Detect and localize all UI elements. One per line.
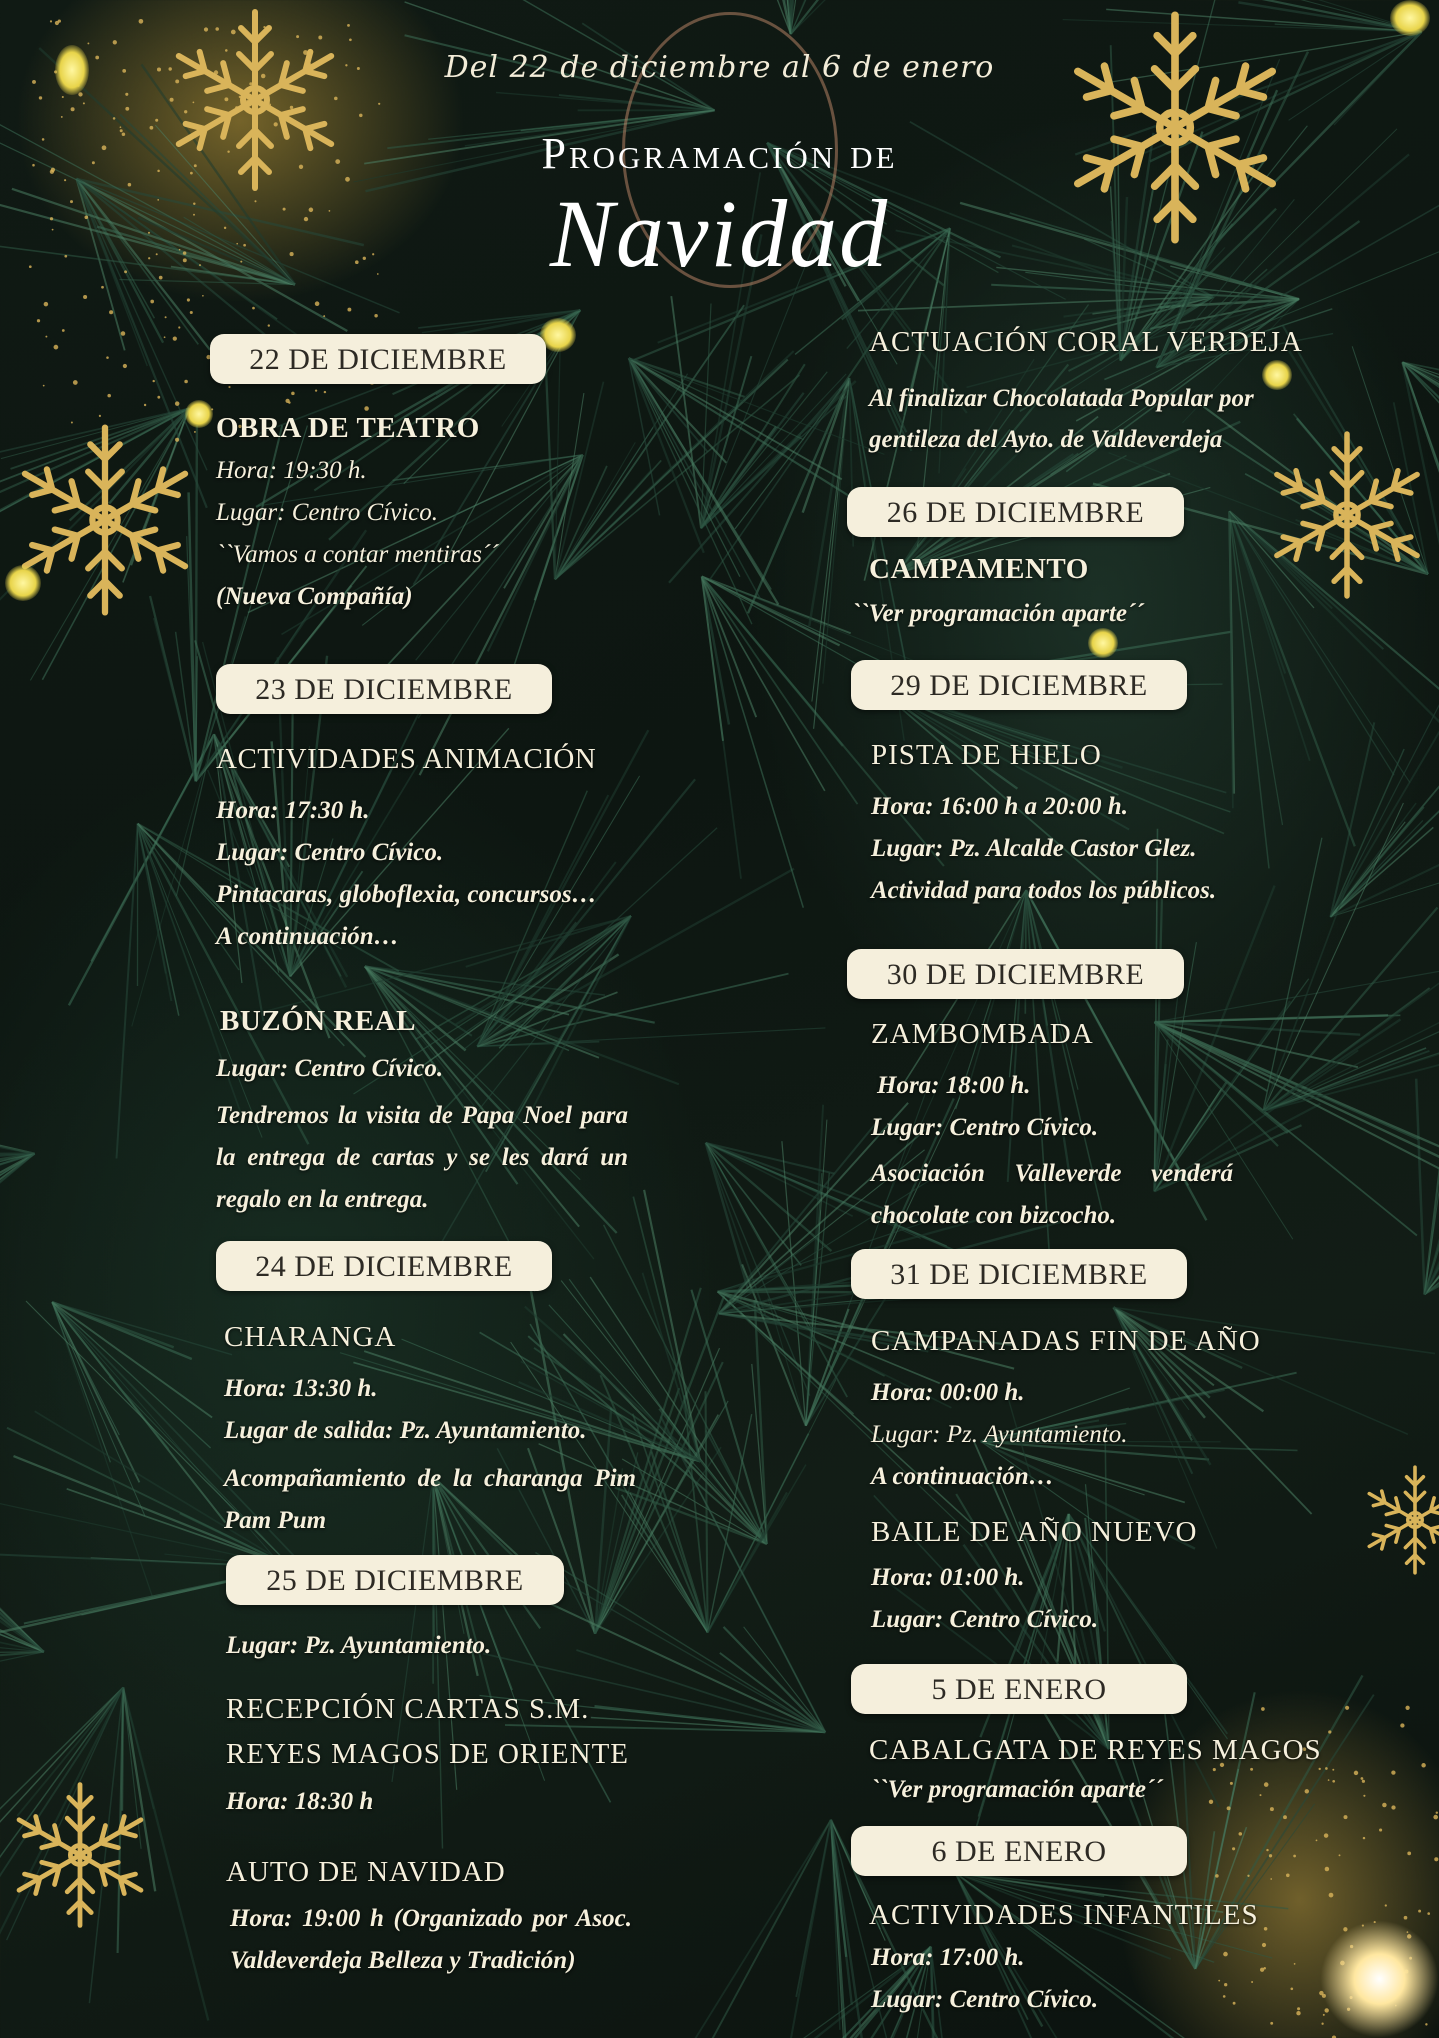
pine-needle [708,1380,836,1633]
glitter-speck [1379,1828,1382,1831]
pine-needle [138,824,172,1001]
pine-needle [477,776,639,1047]
glitter-speck [1354,1771,1358,1775]
glitter-speck [1433,1815,1438,1820]
glitter-speck [73,380,78,385]
glitter-speck [1329,1893,1334,1898]
event-place: Lugar: Pz. Ayuntamiento. [871,1421,1128,1448]
glitter-speck [83,295,87,299]
pine-needle [701,356,751,528]
glitter-speck [1345,1706,1349,1710]
glitter-speck [1215,1874,1219,1878]
event-description: Pintacaras, globoflexia, concursos… [216,881,597,908]
pine-needle [702,577,843,746]
event-continuation: A continuación… [216,923,399,950]
pine-needle [706,1143,748,1288]
glitter-speck [165,316,167,318]
glitter-speck [1262,1943,1266,1947]
pine-needle [0,1084,35,1154]
event-title: PISTA DE HIELO [871,739,1102,771]
light-dot [1390,0,1430,36]
glitter-speck [121,331,126,336]
pine-needle [1425,1057,1439,1295]
pine-needle [0,1561,44,1652]
glitter-speck [54,345,59,350]
glitter-speck [252,307,255,310]
glitter-speck [1321,2023,1323,2025]
glitter-speck [62,96,64,98]
glitter-speck [184,380,188,384]
glitter-speck [83,102,85,104]
event-title: CABALGATA DE REYES MAGOS [869,1734,1322,1766]
glitter-speck [324,391,326,393]
pine-needle [52,1302,232,1355]
date-pill-29-dic: 29 DE DICIEMBRE [851,660,1187,710]
event-place: Lugar: Centro Cívico. [871,1114,1099,1141]
glitter-speck [1247,1875,1249,1877]
glitter-speck [1339,1854,1341,1856]
pine-needle [701,372,827,529]
glitter-speck [1332,1780,1335,1783]
pine-needle [488,455,583,652]
glitter-speck [187,298,190,301]
glitter-speck [1421,1763,1425,1767]
snowflake-icon-right [1255,390,1439,640]
pine-needle [1330,827,1433,917]
glitter-speck [1325,1767,1328,1770]
glitter-speck [1261,1707,1265,1711]
glitter-speck [1250,1768,1253,1771]
glitter-speck [78,92,82,96]
glitter-speck [1436,1811,1438,1813]
pine-needle [340,1353,700,1462]
glitter-speck [347,308,351,312]
event-place: Lugar: Centro Cívico. [216,1055,444,1082]
glitter-speck [1362,1780,1365,1783]
event-title: BAILE DE AÑO NUEVO [871,1516,1198,1548]
event-time: Hora: 17:30 h. [216,797,370,824]
snowflake-icon-bottom-left [0,1730,160,1980]
glitter-speck [1233,2002,1236,2005]
event-description: Actividad para todos los públicos. [871,877,1217,904]
event-title: AUTO DE NAVIDAD [226,1856,506,1888]
snowflake-icon-left [0,390,210,650]
date-pill-5-ene: 5 DE ENERO [851,1664,1187,1714]
glitter-speck [1363,1837,1365,1839]
glitter-speck [61,116,63,118]
glitter-speck [1382,1803,1387,1808]
pine-needle [791,0,840,34]
glitter-speck [323,315,325,317]
event-description: Tendremos la visita de Papa Noel para la entrega de cartas y se les dará un regalo en la entrega. [216,1102,628,1213]
glitter-speck [1230,1782,1233,1785]
glitter-speck [37,319,40,322]
pine-needle [1155,1022,1279,1146]
glitter-speck [1260,1794,1262,1796]
light-glow [1320,1920,1439,2038]
glitter-speck [1328,1779,1330,1781]
glitter-speck [228,386,230,388]
pine-needle [1263,870,1353,1111]
glitter-speck [1305,1789,1309,1793]
pine-needle [812,378,850,701]
date-pill-24-dic: 24 DE DICIEMBRE [216,1241,552,1291]
pine-needle [477,791,587,1047]
event-time: Hora: 00:00 h. [871,1379,1025,1406]
pine-needle [1416,1079,1424,1295]
pine-needle [1155,1022,1288,1133]
glitter-speck [1391,1770,1395,1774]
pine-needle [52,1302,152,1597]
glitter-speck [1296,2011,1300,2015]
pine-needle [667,1820,831,2038]
glitter-speck [1294,1963,1296,1965]
snowflake-icon-right-edge [1355,1440,1439,1600]
pine-needle [702,577,804,908]
event-description: ``Ver programación aparte´´ [871,1776,1163,1803]
event-description-line2: gentileza del Ayto. de Valdeverdeja [869,426,1223,453]
glitter-speck [1223,1952,1228,1957]
event-place: Lugar: Centro Cívico. [216,839,444,866]
glitter-speck [1213,1768,1216,1771]
glitter-speck [1270,1807,1274,1811]
date-pill-31-dic: 31 DE DICIEMBRE [851,1249,1187,1299]
glitter-speck [1385,1904,1387,1906]
date-pill-26-dic: 26 DE DICIEMBRE [847,487,1184,537]
glitter-speck [1260,1968,1264,1972]
pine-needle [791,0,932,34]
event-place: Lugar: Centro Cívico. [216,499,438,526]
glitter-speck [285,399,289,403]
pine-needle [791,0,1023,34]
glitter-speck [1218,1980,1220,1982]
pine-needle [353,1362,700,1461]
pine-needle [701,395,847,528]
glitter-speck [1316,1840,1318,1842]
event-title: BUZÓN REAL [220,1005,416,1037]
glitter-speck [1283,1815,1287,1819]
glitter-speck [1270,1878,1272,1880]
glitter-speck [109,310,113,314]
event-title: ACTIVIDADES INFANTILES [869,1899,1259,1931]
glitter-speck [1227,1806,1231,1810]
glitter-speck [62,329,65,332]
pine-needle [772,1820,831,2038]
glitter-speck [1434,1857,1438,1861]
pine-needle [0,1652,44,1688]
pine-needle [1330,807,1424,917]
glitter-speck [364,406,369,411]
event-time: Hora: 17:00 h. [871,1944,1025,1971]
light-dot [185,400,213,428]
pine-needle [639,1820,831,2038]
glitter-speck [87,42,89,44]
event-description: ``Ver programación aparte´´ [852,600,1144,627]
pine-needle [724,1627,826,1732]
pine-needle [702,577,858,805]
event-time: Hora: 18:00 h. [877,1072,1031,1099]
pine-needle [52,1302,211,1448]
glitter-speck [45,336,47,338]
pine-needle [132,734,214,1026]
date-pill-23-dic: 23 DE DICIEMBRE [216,664,552,714]
pine-needle [69,734,214,1005]
pine-needle [823,378,850,684]
glitter-speck [1290,1987,1293,1990]
date-pill-30-dic: 30 DE DICIEMBRE [847,949,1184,999]
event-place: Lugar de salida: Pz. Ayuntamiento. [224,1417,587,1444]
glitter-speck [1391,1805,1395,1809]
glitter-speck [44,302,49,307]
event-time: Hora: 18:30 h [226,1788,374,1815]
event-description: Hora: 19:00 h (Organizado por Asoc. Valdeverdeja Belleza y Tradición) [230,1905,632,1974]
event-title: CHARANGA [224,1321,397,1353]
date-range: Del 22 de diciembre al 6 de enero [444,50,995,85]
event-title: RECEPCIÓN CARTAS S.M. [226,1693,590,1725]
glitter-speck [1264,1927,1268,1931]
event-time: Hora: 01:00 h. [871,1564,1025,1591]
pine-needle [117,824,138,1159]
glitter-speck [1266,1849,1268,1851]
glitter-speck [43,385,45,387]
glitter-speck [1269,1854,1272,1857]
pine-needle [555,466,607,579]
glitter-speck [1404,1916,1408,1920]
event-description: ``Vamos a contar mentiras´´ [216,541,499,568]
glitter-speck [1297,2007,1300,2010]
glitter-speck [291,392,295,396]
glitter-speck [190,311,193,314]
glitter-speck [268,324,270,326]
glitter-speck [1318,1768,1320,1770]
event-time: Hora: 19:30 h. [216,457,367,484]
event-title: CAMPAMENTO [869,553,1089,585]
event-place: Lugar: Pz. Ayuntamiento. [226,1632,492,1659]
pine-needle [702,577,825,791]
glitter-speck [1344,1815,1348,1819]
glitter-speck [173,336,177,340]
pine-needle [0,1117,35,1154]
event-place: Lugar: Centro Cívico. [871,1986,1099,2013]
event-place: Lugar: Pz. Alcalde Castor Glez. [871,835,1197,862]
glitter-speck [1407,1852,1411,1856]
date-pill-22-dic: 22 DE DICIEMBRE [210,334,546,384]
light-dot [5,565,41,601]
event-title: OBRA DE TEATRO [216,412,480,444]
glitter-speck [1328,1730,1331,1733]
glitter-speck [1270,2022,1273,2025]
event-description: Al finalizar Chocolatada Popular por [869,385,1254,412]
event-title: CAMPANADAS FIN DE AÑO [871,1325,1261,1357]
glitter-speck [1293,1855,1296,1858]
glitter-speck [50,20,52,22]
pine-needle [702,577,723,741]
light-dot [1262,360,1292,390]
pine-needle [1263,838,1322,1112]
event-description: Acompañamiento de la charanga Pim Pam Pum [224,1465,636,1534]
glitter-speck [1232,1847,1235,1850]
event-title: ZAMBOMBADA [871,1018,1094,1050]
glitter-speck [315,301,320,306]
glitter-speck [202,295,204,297]
date-pill-25-dic: 25 DE DICIEMBRE [226,1555,564,1605]
glitter-speck [58,19,61,22]
glitter-speck [1324,1833,1328,1837]
event-continuation: A continuación… [871,1463,1054,1490]
glitter-speck [1209,1800,1213,1804]
glitter-speck [164,336,166,338]
glitter-speck [178,326,180,328]
glitter-speck [374,314,377,317]
glitter-speck [1427,1912,1430,1915]
pine-needle [477,779,695,1046]
glitter-speck [1400,1723,1404,1727]
date-pill-6-ene: 6 DE ENERO [851,1826,1187,1876]
event-title-line2: REYES MAGOS DE ORIENTE [226,1738,630,1770]
glitter-speck [1251,1981,1253,1983]
event-time: Hora: 13:30 h. [224,1375,378,1402]
pine-needle [1330,754,1439,917]
event-time: Hora: 16:00 h a 20:00 h. [871,793,1128,820]
glitter-speck [123,364,127,368]
event-title: ACTUACIÓN CORAL VERDEJA [869,326,1303,358]
glitter-speck [1224,1983,1227,1986]
glitter-speck [150,300,154,304]
glitter-speck [153,380,155,382]
glitter-speck [1239,1832,1243,1836]
pine-needle [138,824,263,1138]
page-title: Programación de [541,129,898,178]
glitter-speck [1286,1874,1290,1878]
event-title: ACTIVIDADES ANIMACIÓN [216,743,597,775]
glitter-speck [1332,1769,1334,1771]
glitter-speck [315,389,317,391]
page-title-script: Navidad [549,180,890,287]
glitter-speck [1223,1995,1226,1998]
pine-needle [555,328,561,579]
glitter-speck [1418,1910,1421,1913]
glitter-speck [1361,1777,1364,1780]
event-place: Lugar: Centro Cívico. [871,1606,1099,1633]
glitter-speck [106,356,109,359]
pine-needle [52,1302,110,1462]
pine-needle [1263,908,1438,1112]
glitter-speck [1323,2014,1325,2016]
glitter-speck [71,107,75,111]
pine-needle [1330,763,1439,917]
light-dot [1088,628,1118,658]
glitter-speck [39,96,42,99]
glitter-speck [1264,1782,1269,1787]
event-company: (Nueva Compañía) [216,583,413,610]
glitter-speck [1405,1706,1409,1710]
event-description: Asociación Valleverde venderá chocolate con bizcocho. [871,1160,1233,1229]
glitter-speck [1325,1867,1330,1872]
glitter-speck [1363,1795,1365,1797]
glitter-speck [1425,2023,1427,2025]
